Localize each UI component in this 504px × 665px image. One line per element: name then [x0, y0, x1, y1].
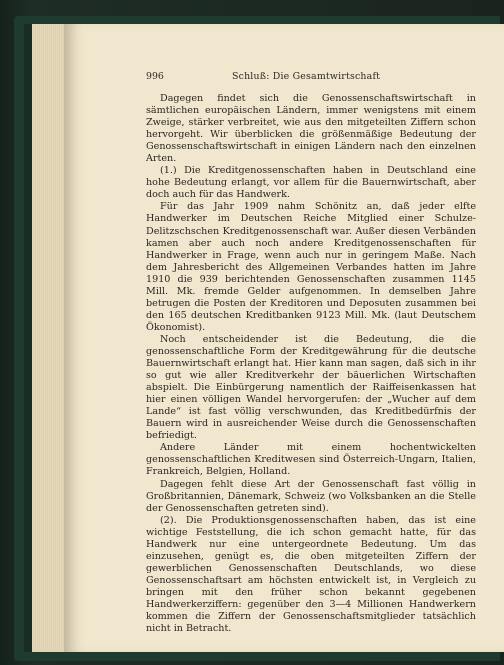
paragraph: (2). Die Produktionsgenossenschaften haben, das ist eine wichtige Feststellung, die ich schon gemacht hatte, für das Handwerk nur eine untergeordnete Bedeutung. Um das einzusehen, genügt es, die oben mitgeteilten Ziffern der gewerblichen Genossenschaften Deutschlands, wo diese Genossenschaftsart am höchsten entwickelt ist, in Vergleich zu bringen mit den früher schon bekannt gegebenen Handwerkerziffern: gegenüber den 3—4 Millionen Handwerkern kommen die Ziffern der Genossenschaftsmitglieder tatsächlich nicht in Betracht. [146, 514, 476, 635]
paragraph: Dagegen findet sich die Genossenschaftswirtschaft in sämtlichen europäischen Ländern, immer wenigstens mit einem Zweige, stärker verbreitet, wie aus den mitgeteilten Ziffern schon hervorgeht. Wir überblicken die größenmäßige Bedeutung der Genossenschaftswirtschaft in einigen Ländern nach den einzelnen Arten. [146, 93, 476, 165]
paragraph: Für das Jahr 1909 nahm Schönitz an, daß jeder elfte Handwerker im Deutschen Reiche Mitglied einer Schulze-Delitzschschen Kreditgenossenschaft war. Außer diesen Verbänden kamen aber auch noch andere Kreditgenossenschaften für Handwerker in Frage, wenn auch nur in geringem Maße. Nach dem Jahresbericht des Allgemeinen Verbandes hatten im Jahre 1910 die 939 berichtenden Genossenschaften zusammen 1145 Mill. Mk. fremde Gelder aufgenommen. In demselben Jahre betrugen die Posten der Kreditoren und Deposuten zusammen bei den 165 deutschen Kreditbanken 9123 Mill. Mk. (laut Deutschem Ökonomist). [146, 201, 476, 333]
body-text [146, 93, 476, 635]
page-header [146, 71, 476, 85]
paragraph: Dagegen fehlt diese Art der Genossenschaft fast völlig in Großbritannien, Dänemark, Schweiz (wo Volksbanken an die Stelle der Genossenschaften getreten sind). [146, 478, 476, 514]
paragraph: (1.) Die Kreditgenossenschaften haben in Deutschland eine hohe Bedeutung erlangt, vor allem für die Bauernwirtschaft, aber doch auch für das Handwerk. [146, 165, 476, 201]
book-binding [24, 24, 32, 652]
page-number: 996 [146, 71, 164, 82]
paragraph: Noch entscheidender ist die Bedeutung, die die genossenschaftliche Form der Kreditgewährung für die deutsche Bauernwirtschaft erlangt hat. Hier kann man sagen, daß sich in ihr so gut wie aller Kreditverkehr der bäuerlichen Wirtschaften abspielt. Die Einbürgerung namentlich der Raiffeisenkassen hat hier einen völligen Wandel hervorgerufen: der „Wucher auf dem Lande“ ist fast völlig verschwunden, das Kreditbedürfnis der Bauern wird in ausreichender Weise durch die Genossenschaften befriedigt. [146, 333, 476, 442]
running-head: Schluß: Die Gesamtwirtschaft [232, 71, 381, 82]
paragraph: Andere Länder mit einem hochentwickelten genossenschaftlichen Kreditwesen sind Österreich-Ungarn, Italien, Frankreich, Belgien, Holland. [146, 442, 476, 478]
